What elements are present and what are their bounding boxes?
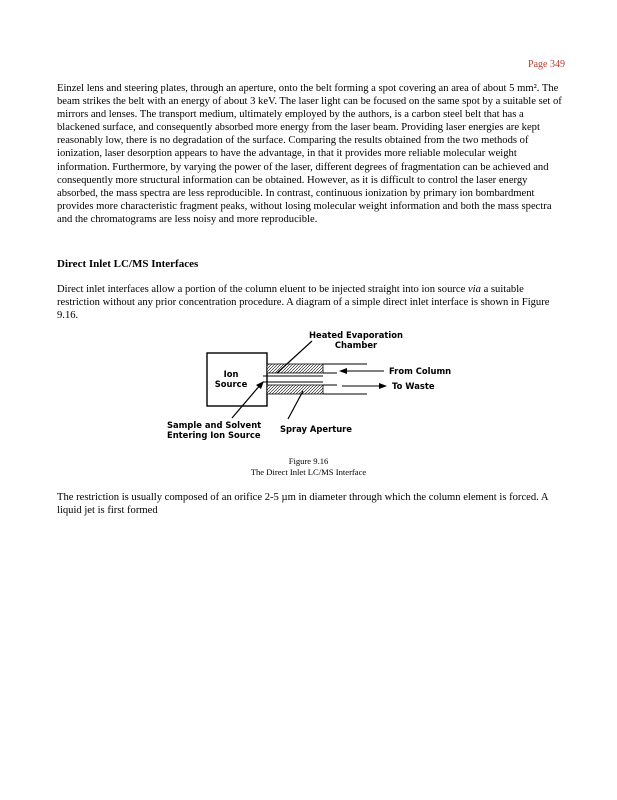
to-waste-arrowhead [379, 383, 387, 389]
page-number: Page 349 [528, 59, 565, 70]
heated-chamber-top [267, 364, 323, 373]
ion-source-label-2: Source [214, 379, 248, 389]
heated-chamber-label-1: Heated Evaporation [309, 330, 403, 340]
from-column-label: From Column [389, 366, 452, 376]
heated-chamber-label-2: Chamber [334, 340, 378, 350]
body-paragraph: Einzel lens and steering plates, through an aperture, onto the belt forming a spot covering an area of about 5 mm². The beam strikes the belt with an energy of about 3 keV. The laser light can be focused on the same spot by a suitable set of mirrors and lenses. The transport medium, ultimately employed by the authors, is a carbon steel belt that has a blackened surface, and consequently absorbed more energy from the laser beam. Providing laser energies are kept reasonably low, there is no degradation of the surface. Comparing the results obtained from the two methods of ionization, laser desorption appears to have the advantage, in that it provides more reliable molecular weight information. Furthermore, by varying the power of the laser, different degrees of fragmentation can be achieved and consequently more structural information can be obtained. However, as it is difficult to control the laser energy absorbed, the mass spectra are less reproducible. In contrast, continuous ionization by primary ion bombardment provides more characteristic fragment peaks, without losing molecular weight information and both the mass spectra and the chromatograms are less noisy and more reproducible. [57, 83, 562, 225]
spray-aperture-label: Spray Aperture [280, 424, 352, 434]
ion-source-label-1: Ion [223, 369, 239, 379]
italic-term: via [467, 284, 481, 295]
body-paragraph-continued: The restriction is usually composed of an orifice 2-5 µm in diameter through which the column element is forced. A liquid jet is first formed [57, 492, 548, 517]
direct-inlet-diagram [160, 326, 460, 444]
sample-label-1: Sample and Solvent [167, 420, 262, 430]
section-heading: Direct Inlet LC/MS Interfaces [57, 258, 199, 270]
body-paragraph-intro [57, 283, 563, 322]
figure-caption-number: Figure 9.16 [288, 456, 329, 466]
from-column-arrowhead [339, 368, 347, 374]
figure-caption-title: The Direct Inlet LC/MS Interface [250, 467, 367, 477]
paragraph-text-continued: a suitable restriction without any prior concentration procedure. A diagram of a simple direct inlet interface is shown in Figure 9.16. [57, 284, 550, 322]
to-waste-label: To Waste [392, 381, 435, 391]
heated-chamber-bottom [267, 385, 323, 394]
paragraph-text: Direct inlet interfaces allow a portion of the column eluent to be injected straight into ion source [57, 284, 468, 295]
sample-label-2: Entering Ion Source [167, 430, 261, 440]
spray-aperture-leader [288, 391, 303, 419]
